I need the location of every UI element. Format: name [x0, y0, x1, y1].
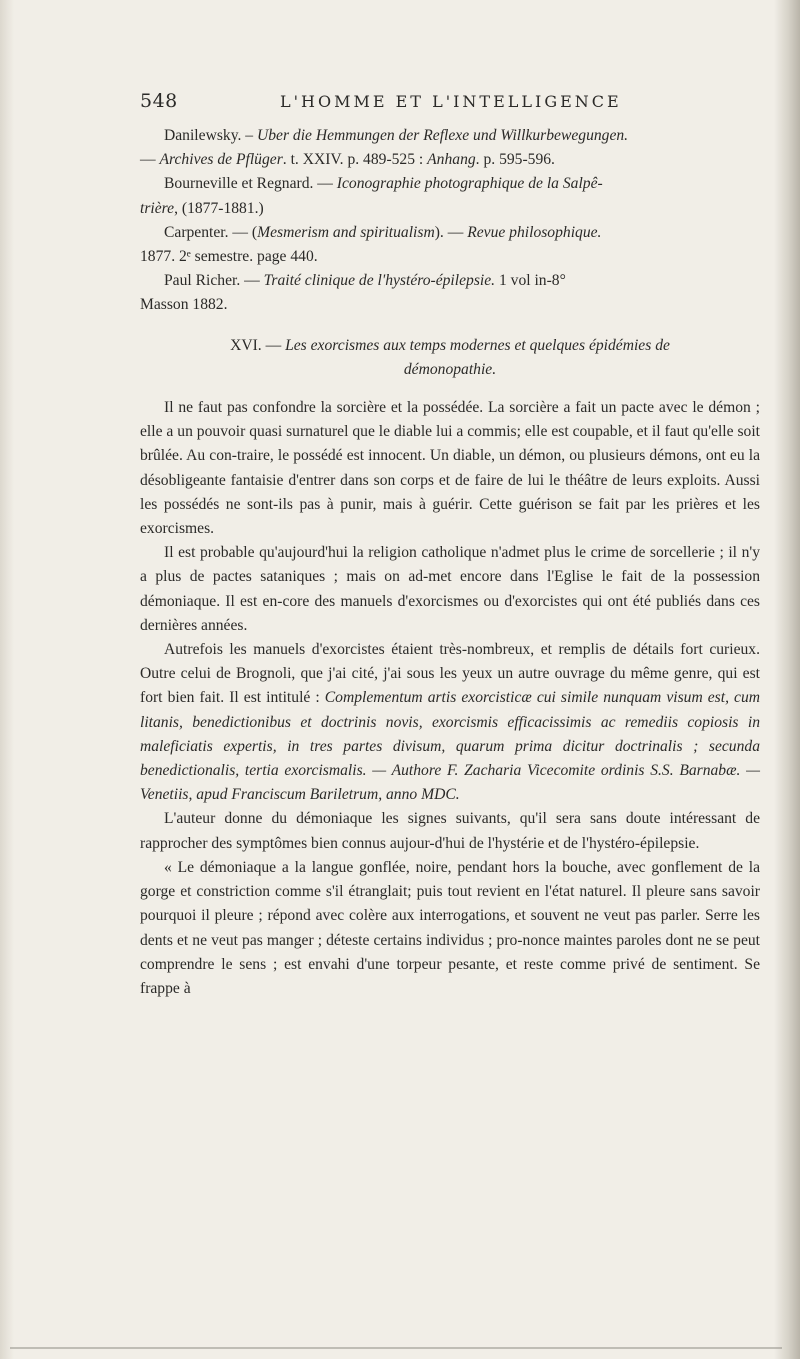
section-heading	[140, 334, 760, 382]
section-title-line-1: Les exorcismes aux temps modernes et quelques épidémies de	[285, 336, 670, 354]
page-bottom-edge	[10, 1347, 782, 1349]
ref-journal: Revue philosophique.	[467, 223, 602, 241]
reference-bourneville: Bourneville et Regnard. — Iconographie photographique de la Salpê- trière, (1877-1881.)	[140, 175, 603, 217]
ref-details: 1 vol in-8°	[495, 272, 566, 290]
reference-danilewsky: Danilewsky. – Uber die Hemmungen der Reflexe und Willkurbewegungen. — Archives de Pflüger. t. XXIV. p. 489-525 : Anhang. p. 595-596.	[140, 127, 629, 169]
paragraph: Il ne faut pas confondre la sorcière et la possédée. La sorcière a fait un pacte avec le démon ; elle a un pouvoir quasi surnaturel que le diable lui a commis; elle est coupable, et il faut qu'elle soit brûlée. Au con-traire, le possédé est innocent. Un diable, un démon, ou plusieurs démons, ont eu la désobligeante fantaisie d'entrer dans son corps et de faire de lui le théâtre de leurs exploits. Aussi les possédés ne sont-ils pas à punir, mais à guérir. Cette guérison se fait par les prières et les exorcismes.	[140, 399, 760, 538]
ref-title: Uber die Hemmungen der Reflexe und Willkurbewegungen.	[256, 127, 629, 144]
ref-author: Paul Richer. —	[164, 272, 264, 290]
page-right-edge	[774, 0, 800, 1359]
paragraph-quote: « Le démoniaque a la langue gonflée, noire, pendant hors la bouche, avec gonflement de la gorge et constriction comme s'il étranglait; puis tout revient en l'état naturel. Il pleure sans savoir pourquoi il pleure ; répond avec colère aux interrogations, et souvent ne veut pas parler. Serre les dents et ne veut pas manger ; déteste certains individus ; pro-nonce maintes paroles dont ne se peut comprendre le sens ; est envahi d'une torpeur pesante, et reste comme privé de sentiment. Se frappe à	[140, 858, 760, 997]
ref-title: Iconographie photographique de la Salpê-	[336, 175, 603, 193]
ref-details: . t. XXIV. p. 489-525 :	[282, 151, 428, 169]
ref-author: Bourneville et Regnard. —	[164, 175, 337, 193]
reference-carpenter: Carpenter. — (Mesmerism and spiritualism). — Revue philosophique. 1877. 2ᵉ semestre. page 440.	[140, 221, 760, 269]
section-number: XVI. —	[230, 336, 286, 354]
paragraph: Il est probable qu'aujourd'hui la religion catholique n'admet plus le crime de sorcellerie ; il n'y a plus de pactes sataniques ; mais on ad-met encore dans l'Eglise le fait de la possession démoniaque. Il est en-core des manuels d'exorcismes ou d'exorcistes qui ont été publiés dans ces dernières années.	[140, 544, 760, 634]
page-number: 548	[140, 90, 178, 112]
paragraph: L'auteur donne du démoniaque les signes suivants, qu'il sera sans doute intéressant de rapprocher des symptômes bien connus aujour-d'hui de l'hystérie et de l'hystéro-épilepsie.	[140, 810, 760, 852]
page-body	[140, 124, 760, 1001]
page-left-edge	[0, 0, 14, 1359]
ref-author: Danilewsky. –	[164, 127, 257, 144]
ref-details: , (1877-1881.)	[174, 199, 264, 217]
ref-author: Carpenter. — (	[164, 223, 258, 241]
running-head: L'HOMME ET L'INTELLIGENCE	[280, 92, 622, 111]
page-header	[140, 90, 760, 116]
ref-title: Mesmerism and spiritualism	[257, 223, 435, 241]
book-title-latin: Complementum artis exorcisticæ cui simile nunquam visum est, cum litanis, benedictionibus et doctrinis novis, exorcismis efficacissimis ac remediis copiosis in maleficiatis expertis, in tres partes divisum, quarum prima dicitur doctrinalis ; secunda benedictionalis, tertia exorcismalis. — Authore F. Zacharia Vicecomite ordinis S.S. Barnabæ. — Venetiis, apud Franciscum Bariletrum, anno MDC.	[140, 689, 761, 804]
paragraph: Autrefois les manuels d'exorcistes étaient très-nombreux, et remplis de détails fort curieux. Outre celui de Brognoli, que j'ai cité, j'ai sous les yeux un autre ouvrage du même genre, qui est fort bien fait. Il est intitulé : Complementum artis exorcisticæ cui simile nunquam visum est, cum litanis, benedictionibus et doctrinis novis, exorcismis efficacissimis ac remediis copiosis in maleficiatis expertis, in tres partes divisum, quarum prima dicitur doctrinalis ; secunda benedictionalis, tertia exorcismalis. — Authore F. Zacharia Vicecomite ordinis S.S. Barnabæ. — Venetiis, apud Franciscum Bariletrum, anno MDC.	[140, 641, 761, 804]
section-title-line-2: démonopathie.	[403, 360, 497, 378]
reference-richer: Paul Richer. — Traité clinique de l'hystéro-épilepsie. 1 vol in-8° Masson 1882.	[140, 272, 566, 314]
ref-journal: Archives de Pflüger	[159, 151, 283, 169]
ref-title: Traité clinique de l'hystéro-épilepsie.	[263, 272, 496, 290]
ref-details: 1877. 2ᵉ semestre. page 440.	[140, 248, 318, 266]
